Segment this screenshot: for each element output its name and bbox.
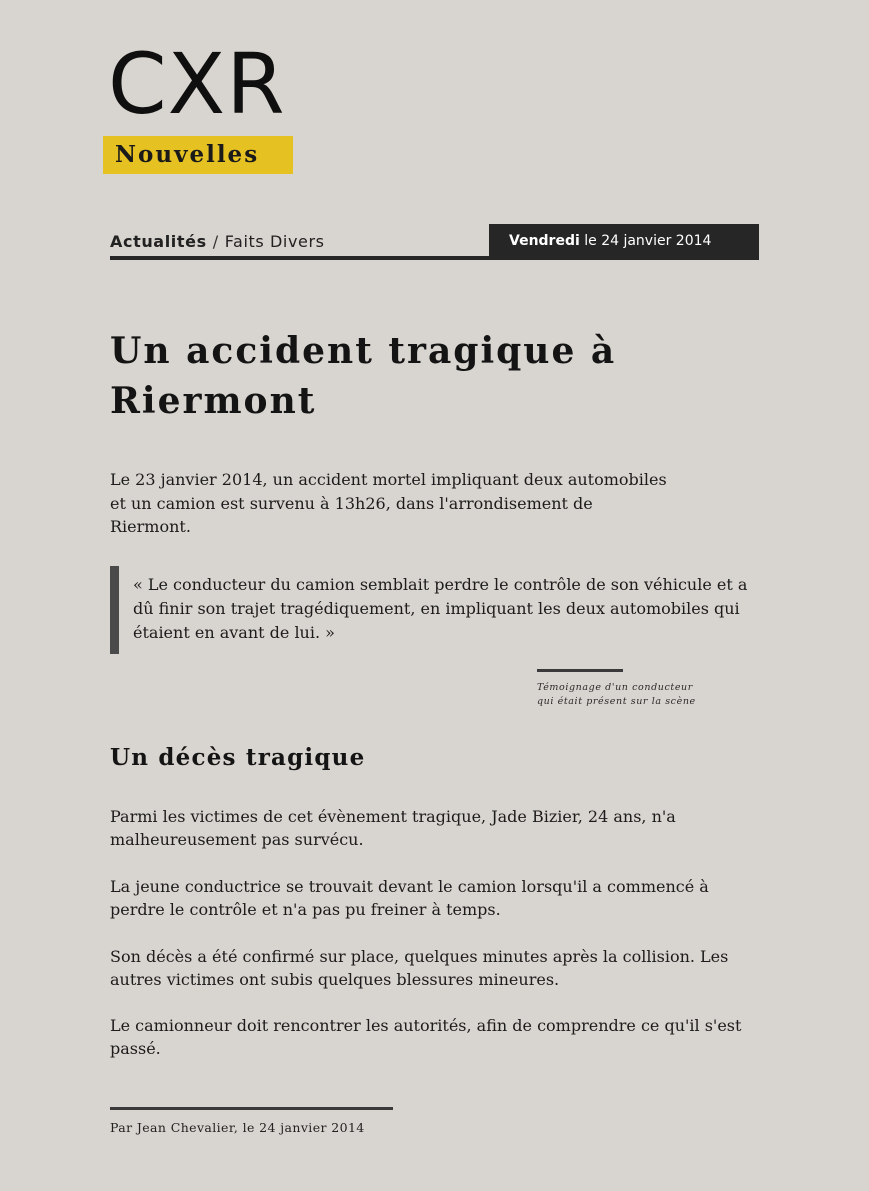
- quote-caption: [537, 681, 737, 709]
- article-paragraph-1: Parmi les victimes de cet évènement tragique, Jade Bizier, 24 ans, n'a malheureusement pas survécu.: [110, 807, 676, 849]
- article-quote: « Le conducteur du camion semblait perdre le contrôle de son véhicule et a dû finir son trajet tragédiquement, en impliquant les deux automobiles qui étaient en avant de lui. »: [133, 575, 748, 642]
- logo-tagline-badge: Nouvelles: [103, 136, 293, 174]
- logo-wordmark: CXR: [108, 35, 286, 133]
- header-divider: [110, 256, 759, 260]
- article-paragraph-3: Son décès a été confirmé sur place, quelques minutes après la collision. Les autres victimes ont subis quelques blessures mineures.: [110, 947, 729, 989]
- section-heading: Un décès tragique: [110, 744, 366, 771]
- breadcrumb: [110, 232, 325, 251]
- article-title: Un accident tragique à Riermont: [110, 330, 617, 422]
- article-byline: Par Jean Chevalier, le 24 janvier 2014: [110, 1120, 365, 1135]
- article-paragraph-4: Le camionneur doit rencontrer les autorités, afin de comprendre ce qu'il s'est passé.: [110, 1016, 742, 1058]
- publication-date: [489, 224, 759, 260]
- publication-date-rest: le 24 janvier 2014: [584, 233, 712, 249]
- breadcrumb-subcategory[interactable]: Faits Divers: [224, 232, 325, 251]
- article-lead: Le 23 janvier 2014, un accident mortel impliquant deux automobiles et un camion est survenu à 13h26, dans l'arrondisement de Riermont.: [110, 470, 667, 536]
- quote-caption-line-2: qui était présent sur la scène: [537, 696, 696, 707]
- publication-date-day: Vendredi: [509, 233, 580, 249]
- quote-caption-divider: [537, 669, 623, 672]
- breadcrumb-separator: /: [212, 232, 219, 251]
- article-paragraph-2: La jeune conductrice se trouvait devant le camion lorsqu'il a commencé à perdre le contrôle et n'a pas pu freiner à temps.: [110, 877, 709, 919]
- quote-caption-line-1: Témoignage d'un conducteur: [537, 682, 693, 693]
- quote-bar: [110, 566, 119, 654]
- footer-divider: [110, 1107, 393, 1110]
- breadcrumb-category[interactable]: Actualités: [110, 232, 207, 251]
